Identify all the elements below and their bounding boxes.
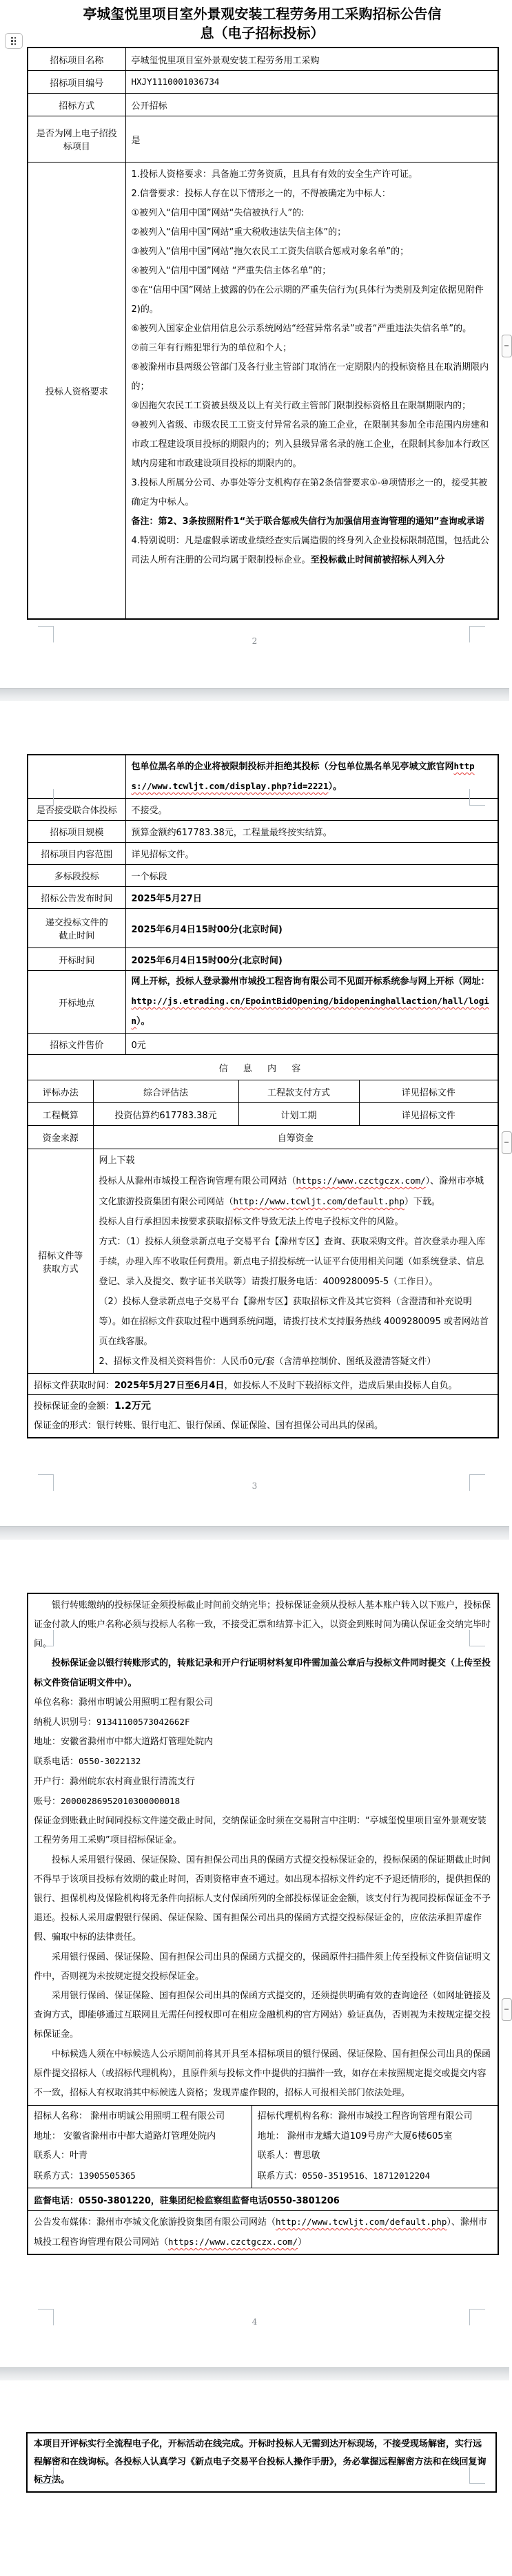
dash-icon bbox=[504, 1142, 509, 1143]
deadline-label-line1: 递交投标文件的 bbox=[45, 918, 108, 928]
bidder-name: 招标人名称： 滁州市明诚公用照明工程有限公司 bbox=[34, 2111, 225, 2122]
announce-date-value: 2025年5月27日 bbox=[125, 887, 498, 909]
crop-mark bbox=[38, 2467, 54, 2484]
agent-phone bbox=[258, 2166, 493, 2187]
collapsed-side-button[interactable] bbox=[502, 335, 512, 357]
venue-url: http://js.etrading.cn/EpointBidOpening/bidopeninghallaction/hall/login bbox=[131, 996, 489, 1026]
bank-para-9: 保证金到账截止时间同投标文件递交截止时间，交纳保证金时须在交易附言中注明：“亭城玺悦里项目室外景观安装工程劳务用工采购”项目招标保证金。 bbox=[34, 1816, 487, 1846]
bidder-address: 地址： 安徽省滁州市中都大道路灯管理处院内 bbox=[34, 2130, 216, 2142]
consortium-value: 不接受。 bbox=[125, 799, 498, 821]
acquire-method-cell bbox=[93, 1149, 498, 1374]
acquire-time-range: 2025年5月27日至6月4日 bbox=[114, 1380, 225, 1391]
venue-text: 网上开标，投标人登录滁州市城投工程咨询有限公司不见面开标系统参与网上开标（网址： bbox=[131, 976, 490, 987]
agent-name: 招标代理机构名称：滁州市城投工程咨询管理有限公司 bbox=[257, 2111, 473, 2122]
qual-note-bold: 备注：第2、3条按照附件1“关于联合惩戒失信行为加强信用查询管理的通知”查询或承诺 bbox=[131, 516, 484, 527]
media-text: 公告发布媒体：滁州市亭城文化旅游投资集团有限公司网站（ bbox=[34, 2217, 276, 2228]
acquire-label-line1: 招标文件等 bbox=[38, 1250, 83, 1261]
estimate-value: 投资估算约617783.38元 bbox=[93, 1103, 238, 1126]
blacklist-continued-cell bbox=[125, 755, 498, 799]
drag-dots-icon bbox=[11, 37, 17, 45]
qual-item: ④被列入“信用中国”网站 “严重失信主体名单”的； bbox=[131, 266, 331, 276]
announce-media-row bbox=[28, 2211, 498, 2255]
phone-number: 0550-3022132 bbox=[79, 1756, 141, 1767]
account-number: 20000286952010300000018 bbox=[61, 1795, 181, 1806]
electronic-bidding-notice: 本项目开评标实行全流程电子化，开标活动在线完成。开标时投标人无需到达开标现场，不接受现场解密，实行远程解密和在线询标。各投标人认真学习《新点电子交易平台投标人操作手册》，务必掌握远程解密方法和在线回复询标方法。 bbox=[34, 2439, 487, 2485]
qual-item: ③被列入“信用中国”网站“拖欠农民工工资失信联合惩戒对象名单”的； bbox=[131, 247, 409, 257]
acquire-text: ）、滁州市亭城文化旅游投资集团有限公司网站（ bbox=[99, 1176, 484, 1207]
payment-method-label: 工程款支付方式 bbox=[238, 1080, 359, 1103]
acquire-text: 投标人从滁州市城投工程咨询管理有限公司网站（ bbox=[99, 1176, 296, 1186]
qual-item: ⑧被滁州市县两级公管部门及各行业主管部门取消在一定期限内的投标资格且在取消期限内的； bbox=[131, 362, 489, 392]
deposit-amount-label: 投标保证金的金额： bbox=[34, 1401, 115, 1412]
agent-address: 地址： 滁州市龙蟠大道109号房产大厦6楼605室 bbox=[257, 2130, 453, 2142]
document-title bbox=[27, 4, 498, 43]
acquire-time-note: ，如投标人不及时下载招标文件，造成后果由投标人自负。 bbox=[224, 1380, 458, 1391]
bank-para-1: 银行转账缴纳的投标保证金须投标截止时间前交纳完毕；投标保证金须从投标人基本账户转入以下账户，投标保证金付款人的账户名称必须与投标人名称一致，不接受汇票和结算卡汇入，以资金到账时间为确认保证金交纳完毕时间。 bbox=[34, 1600, 491, 1650]
acquire-p5: （2）投标人登录新点电子交易平台【滁州专区】获取招标文件及其它资料（含澄清和补充说明等）。如在招标文件获取过程中遇到系统问题，请拨打技术支持服务热线 4009280095 或者网站首页在线客服。 bbox=[99, 1297, 489, 1347]
page-gap bbox=[0, 2367, 509, 2380]
bank-branch-line: 开户行：滁州皖东农村商业银行清流支行 bbox=[34, 1776, 196, 1787]
row-label bbox=[28, 909, 125, 948]
bidder-phone-number: 13905505365 bbox=[79, 2170, 136, 2181]
qual-item: ⑦前三年有行贿犯罪行为的单位和个人； bbox=[131, 343, 292, 353]
project-name-value: 亭城玺悦里项目室外景观安装工程劳务用工采购 bbox=[125, 48, 498, 71]
row-label bbox=[28, 1149, 93, 1374]
project-scale-value: 预算金额约617783.38元，工程量最终按实结算。 bbox=[125, 821, 498, 843]
scope-value: 详见招标文件。 bbox=[125, 843, 498, 865]
acquire-p1: 网上下载 bbox=[99, 1155, 135, 1166]
qualification-cell bbox=[125, 163, 498, 620]
deadline-value: 2025年6月4日15时00分(北京时间) bbox=[125, 909, 498, 948]
row-label: 招标项目编号 bbox=[28, 71, 125, 94]
bidder-contact-cell bbox=[28, 2106, 252, 2188]
crop-mark bbox=[469, 789, 485, 806]
bank-company-line: 单位名称：滁州市明诚公用照明工程有限公司 bbox=[34, 1697, 214, 1708]
bidder-person: 联系人：叶青 bbox=[34, 2150, 88, 2161]
dash-icon bbox=[504, 2009, 509, 2010]
qual-item: 3.投标人所属分公司、办事处等分支机构存在第2条信誉要求①-⑩项情形之一的，接受其被确定为中标人。 bbox=[131, 478, 488, 507]
table-drag-handle[interactable] bbox=[5, 33, 23, 49]
info-section-header: 信 息 内 容 bbox=[28, 1055, 498, 1080]
qual-item: ⑩被列入省级、市级农民工工资支付异常名录的施工企业，在限制其参加全市范围内房建和市政工程建设项目投标的期限内的；列入县级异常名录的施工企业，在限制其参加本行政区域内房建和市政建设项目投标的期限内的。 bbox=[131, 420, 490, 469]
row-label: 是否接受联合体投标 bbox=[28, 799, 125, 821]
tender-method-value: 公开招标 bbox=[125, 94, 498, 116]
page-number: 2 bbox=[252, 636, 258, 646]
qualification-text bbox=[132, 164, 493, 617]
venue-text-end: ）。 bbox=[136, 1016, 150, 1027]
bank-transfer-cell bbox=[28, 1593, 498, 2106]
page-3 bbox=[0, 1593, 509, 2367]
qual-item: ⑤在“信用中国”网站上披露的仍在公示期的严重失信行为(具体行为类别及判定依据见附件2)的。 bbox=[131, 285, 484, 315]
deposit-bank-table bbox=[27, 1593, 499, 2255]
project-number-value bbox=[125, 71, 498, 94]
crop-mark bbox=[38, 1630, 54, 1646]
media-url-1: http://www.tcwljt.com/default.php bbox=[276, 2217, 447, 2227]
collapsed-side-button[interactable] bbox=[502, 1131, 512, 1154]
qual4-bold: 至投标截止时间前被招标人列入分 bbox=[310, 555, 445, 565]
row-label: 开标时间 bbox=[28, 948, 125, 971]
taxid-label: 纳税人识别号： bbox=[34, 1717, 97, 1728]
electronic-bidding-notice-box bbox=[26, 2432, 497, 2493]
row-label: 招标项目内容范围 bbox=[28, 843, 125, 865]
agent-phone-number: 0550-3519516、18712012204 bbox=[302, 2170, 431, 2181]
media-text: ） bbox=[298, 2237, 307, 2248]
row-label: 招标项目规模 bbox=[28, 821, 125, 843]
page-number: 3 bbox=[252, 1481, 258, 1491]
bidder-phone-label: 联系方式： bbox=[34, 2170, 79, 2181]
row-label: 招标项目名称 bbox=[28, 48, 125, 71]
row-label: 评标办法 bbox=[28, 1080, 93, 1103]
blacklist-text-end: ）。 bbox=[328, 782, 342, 792]
evaluation-method-value: 综合评估法 bbox=[93, 1080, 238, 1103]
row-label: 招标文件售价 bbox=[28, 1034, 125, 1055]
agent-contact-cell bbox=[252, 2106, 498, 2188]
fund-source-value: 自筹资金 bbox=[93, 1126, 498, 1149]
qual-item: ①被列入“信用中国”网站“失信被执行人”的: bbox=[131, 208, 305, 218]
row-label: 投标人资格要求 bbox=[28, 163, 125, 620]
deposit-amount-value: 1.2万元 bbox=[114, 1401, 151, 1412]
open-venue-cell bbox=[125, 971, 498, 1034]
page-1 bbox=[0, 4, 509, 688]
qual-item: ②被列入“信用中国”网站“重大税收违法失信主体”的； bbox=[131, 227, 347, 238]
acquire-time-label: 招标文件获取时间： bbox=[34, 1380, 115, 1391]
media-text: ）、滁州市城投工程咨询管理有限公司网站（ bbox=[34, 2217, 487, 2248]
bank-para-13: 中标候选人须在中标候选人公示期间前将其开具至本招标项目的银行保函、保证保险、国有担保公司出具的保函原件提交招标人（或招标代理机构），且原件须与投标文件中提供的扫描件一致，如存在未按照规定提交或提交内容不一致，招标人有权取消其中标候选人资格；发现弄虚作假的，招标人可报相关部门依法处理。 bbox=[34, 2049, 491, 2098]
doc-price-value: 0元 bbox=[125, 1034, 498, 1055]
page-gap bbox=[0, 1526, 509, 1540]
page-2 bbox=[0, 754, 509, 1526]
bank-para-11: 采用银行保函、保证保险、国有担保公司出具的保函方式提交的，保函原件扫描件须上传至投标文件资信证明文件中，否则视为未按规定提交投标保证金。 bbox=[34, 1951, 491, 1982]
acquire-url-2: http://www.tcwljt.com/default.php bbox=[233, 1196, 405, 1206]
qual4-normal: 4.特别说明：凡是虚假承诺或业绩经查实后属造假的终身列入企业投标限制范围，包括此公司法人所有注册的公司均属于限制投标企业。 bbox=[131, 536, 489, 565]
deposit-form-line: 保证金的形式：银行转账、银行电汇、银行保函、保证保险、国有担保公司出具的保函。 bbox=[34, 1421, 384, 1431]
media-url-2: https://www.czctgczx.com/ bbox=[168, 2237, 298, 2247]
crop-mark bbox=[469, 1630, 485, 1646]
row-label: 是否为网上电子招投标项目 bbox=[28, 116, 125, 163]
bidder-phone bbox=[34, 2166, 246, 2187]
bank-phone-line bbox=[34, 1752, 492, 1772]
tender-details-table bbox=[27, 754, 499, 1438]
page-gap bbox=[0, 688, 509, 701]
blacklist-url: https://www.tcwljt.com/display.php?id=2221 bbox=[131, 761, 475, 791]
row-label: 开标地点 bbox=[28, 971, 125, 1034]
phone-label: 联系电话： bbox=[34, 1757, 79, 1768]
acquire-url-1: https://www.czctgczx.com/ bbox=[296, 1175, 426, 1186]
payment-method-value: 详见招标文件 bbox=[359, 1080, 498, 1103]
agent-person: 联系人：曹思敏 bbox=[257, 2150, 320, 2161]
document-title-line2: 息（电子招标投标） bbox=[200, 25, 325, 41]
bank-taxid-line bbox=[34, 1713, 492, 1732]
crop-mark bbox=[38, 789, 54, 806]
deposit-row bbox=[28, 1395, 498, 1438]
qual-item: ⑥被列入国家企业信用信息公示系统网站“经营异常名录”或者“严重违法失信名单”的。 bbox=[131, 324, 472, 334]
schedule-value: 详见招标文件 bbox=[359, 1103, 498, 1126]
row-label: 招标公告发布时间 bbox=[28, 887, 125, 909]
acquire-time-row bbox=[28, 1374, 498, 1395]
sections-value: 一个标段 bbox=[125, 865, 498, 887]
acquire-p2 bbox=[99, 1171, 493, 1212]
page-number: 4 bbox=[252, 2317, 258, 2327]
document-view bbox=[0, 4, 509, 2485]
qual-item-4 bbox=[132, 532, 493, 570]
agent-phone-label: 联系方式： bbox=[257, 2170, 303, 2181]
deadline-label-line2: 截止时间 bbox=[59, 931, 95, 941]
page-4 bbox=[0, 2432, 509, 2576]
open-time-value: 2025年6月4日15时00分(北京时间) bbox=[125, 948, 498, 971]
row-label: 招标方式 bbox=[28, 94, 125, 116]
project-number: HXJY1110001036734 bbox=[131, 76, 220, 87]
blacklist-text: 包单位黑名单的企业将被限制投标并拒绝其投标（分包单位黑名单见亭城文旅官网 bbox=[131, 762, 454, 772]
acquire-label-line2: 获取方式 bbox=[42, 1264, 79, 1275]
qual-item: ⑨因拖欠农民工工资被县级及以上有关行政主管部门限制投标资格且在限制期限内的； bbox=[131, 401, 471, 411]
qual-item: 2.信誉要求：投标人存在以下情形之一的，不得被确定为中标人： bbox=[131, 189, 391, 199]
deposit-amount-line bbox=[34, 1396, 492, 1416]
acquire-p3: 投标人自行承担因未按要求获取招标文件导致无法上传电子投标文件的风险。 bbox=[99, 1217, 404, 1227]
bank-account-line bbox=[34, 1792, 492, 1812]
crop-mark bbox=[469, 2467, 485, 2484]
project-info-table bbox=[27, 47, 499, 620]
bank-para-12: 采用银行保函、保证保险、国有担保公司出具的保函方式提交的，还须提供明确有效的查询途径（如网址链接及查询方式，即能够通过互联网且无需任何授权即可在相应金融机构的官方网站）验证真伪，否则视为未按规定提交投标保证金。 bbox=[34, 1990, 491, 2040]
supervision-phone-row: 监督电话：0550-3801220，驻集团纪检监察组监督电话0550-3801206 bbox=[28, 2188, 498, 2211]
online-flag-value: 是 bbox=[125, 116, 498, 163]
bank-address-line: 地址：安徽省滁州市中都大道路灯管理处院内 bbox=[34, 1737, 214, 1748]
document-title-line1: 亭城玺悦里项目室外景观安装工程劳务用工采购招标公告信 bbox=[83, 6, 442, 22]
collapsed-side-button[interactable] bbox=[502, 1998, 512, 2021]
dash-icon bbox=[504, 345, 509, 346]
taxid-number: 91341100573042662F bbox=[96, 1717, 190, 1728]
row-label: 资金来源 bbox=[28, 1126, 93, 1149]
bank-para-10: 投标人采用银行保函、保证保险、国有担保公司出具的保函方式提交投标保证金的，投标保函的保证期截止时间不得早于该项目投标有效期的截止时间，否则资格审查不通过。如出现本招标文件约定不予退还情形的，提供担保的银行、担保机构及保险机构将无条件向招标人支付保函所列的全部投标保证金金额，该支付行为视同投标保证金不予退还。投标人采用虚假银行保函、保证保险、国有担保公司出具的保函方式提交投标保证金的，应依法承担弄虚作假、骗取中标的法律责任。 bbox=[34, 1854, 491, 1943]
bank-para-2-bold: 投标保证金以银行转账形式的，转账记录和开户行证明材料复印件需加盖公章后与投标文件同时提交（上传至投标文件资信证明文件中）。 bbox=[34, 1658, 491, 1688]
schedule-label: 计划工期 bbox=[238, 1103, 359, 1126]
account-label: 账号： bbox=[34, 1796, 61, 1807]
qual-item: 1.投标人资格要求：具备施工劳务资质，且具有有效的安全生产许可证。 bbox=[131, 169, 418, 180]
acquire-p4: 方式：（1）投标人须登录新点电子交易平台【滁州专区】查询、获取采购文件。首次登录办理入库手续，办理入库不收取任何费用。新点电子招投标统一认证平台使用相关问题（如系统登录、信息登记、录入及提交、数字证书关联等）请拨打服务电话：4009280095-5（工作日）。 bbox=[99, 1237, 486, 1287]
row-label: 多标段投标 bbox=[28, 865, 125, 887]
acquire-text: ）下载。 bbox=[404, 1197, 440, 1207]
row-label: 工程概算 bbox=[28, 1103, 93, 1126]
acquire-p6: 2、招标文件及相关资料售价：人民币0元/套（含清单控制价、图纸及澄清答疑文件） bbox=[99, 1357, 436, 1367]
